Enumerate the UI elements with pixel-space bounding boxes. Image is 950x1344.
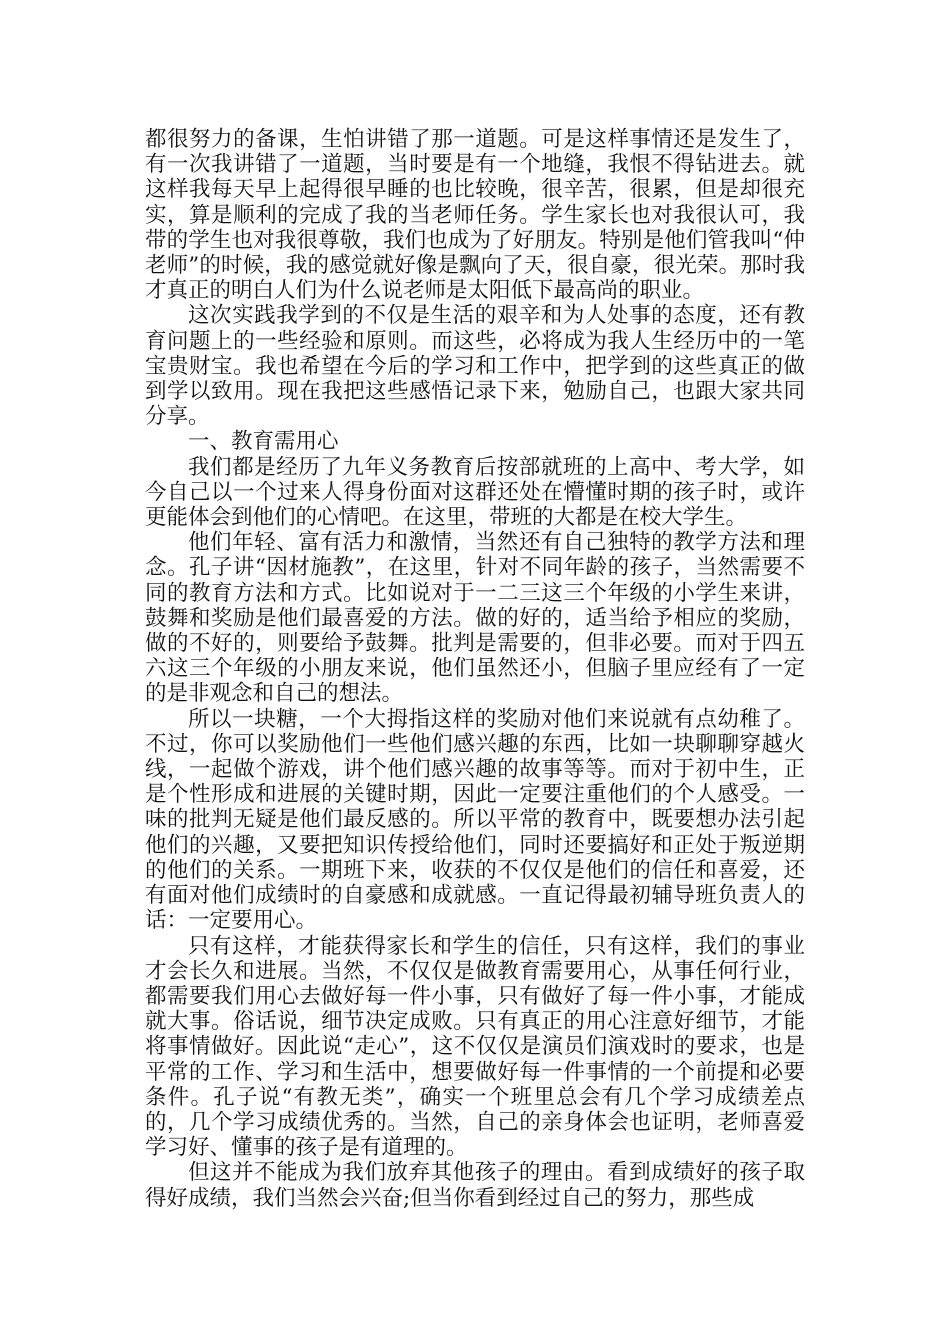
paragraph-teaching-methods: 他们年轻、富有活力和激情，当然还有自己独特的教学方法和理念。孔子讲“因材施教”，在这里，针对不同年龄的孩子，当然需要不同的教育方法和方式。比如说对于一二三这三个年级的小学生来讲，鼓舞和奖励是他们最喜爱的方法。做的好的，适当给予相应的奖励，做的不好的，则要给予鼓舞。批判是需要的，但非必要。而对于四五六这三个年级的小朋友来说，他们虽然还小，但脑子里应经有了一定的是非观念和自己的想法。 [145,530,805,707]
section-heading-education: 一、教育需用心 [188,429,339,455]
paragraph-continuation: 都很努力的备课，生怕讲错了那一道题。可是这样事情还是发生了，有一次我讲错了一道题，当时要是有一个地缝，我恨不得钻进去。就这样我每天早上起得很早睡的也比较晚，很辛苦，很累，但是却很充实，算是顺利的完成了我的当老师任务。学生家长也对我很认可，我带的学生也对我很尊敬，我们也成为了好朋友。特别是他们管我叫“仲老师”的时候，我的感觉就好像是飘向了天，很自豪，很光荣。那时我才真正的明白人们为什么说老师是太阳低下最高尚的职业。 [145,127,805,304]
paragraph-trust: 只有这样，才能获得家长和学生的信任，只有这样，我们的事业才会长久和进展。当然，不仅仅是做教育需要用心，从事任何行业，都需要我们用心去做好每一件小事，只有做好了每一件小事，才能成就大事。俗话说，细节决定成败。只有真正的用心注意好细节，才能将事情做好。因此说“走心”，这不仅仅是演员们演戏时的要求，也是平常的工作、学习和生活中，想要做好每一件事情的一个前提和必要条件。孔子说“有教无类”，确实一个班里总会有几个学习成绩差点的，几个学习成绩优秀的。当然，自己的亲身体会也证明，老师喜爱学习好、懂事的孩子是有道理的。 [145,933,805,1161]
paragraph-compulsory-education: 我们都是经历了九年义务教育后按部就班的上高中、考大学，如今自己以一个过来人得身份面对这群还处在懵懂时期的孩子时，或许更能体会到他们的心情吧。在这里，带班的大都是在校大学生。 [145,454,805,531]
paragraph-other-children: 但这并不能成为我们放弃其他孩子的理由。看到成绩好的孩子取得好成绩，我们当然会兴奋;但当你看到经过自己的努力，那些成 [145,1160,805,1211]
paragraph-rewards: 所以一块糖，一个大拇指这样的奖励对他们来说就有点幼稚了。不过，你可以奖励他们一些他们感兴趣的东西，比如一块聊聊穿越火线，一起做个游戏，讲个他们感兴趣的故事等等。而对于初中生，正是个性形成和进展的关键时期，因此一定要注重他们的个人感受。一味的批判无疑是他们最反感的。所以平常的教育中，既要想办法引起他们的兴趣，又要把知识传授给他们，同时还要搞好和正处于叛逆期的他们的关系。一期班下来，收获的不仅仅是他们的信任和喜爱，还有面对他们成绩时的自豪感和成就感。一直记得最初辅导班负责人的话：一定要用心。 [145,706,805,934]
paragraph-practice-reflection: 这次实践我学到的不仅是生活的艰辛和为人处事的态度，还有教育问题上的一些经验和原则。而这些，必将成为我人生经历中的一笔宝贵财宝。我也希望在今后的学习和工作中，把学到的这些真正的做到学以致用。现在我把这些感悟记录下来，勉励自己，也跟大家共同分享。 [145,303,805,430]
document-page [145,127,805,1211]
